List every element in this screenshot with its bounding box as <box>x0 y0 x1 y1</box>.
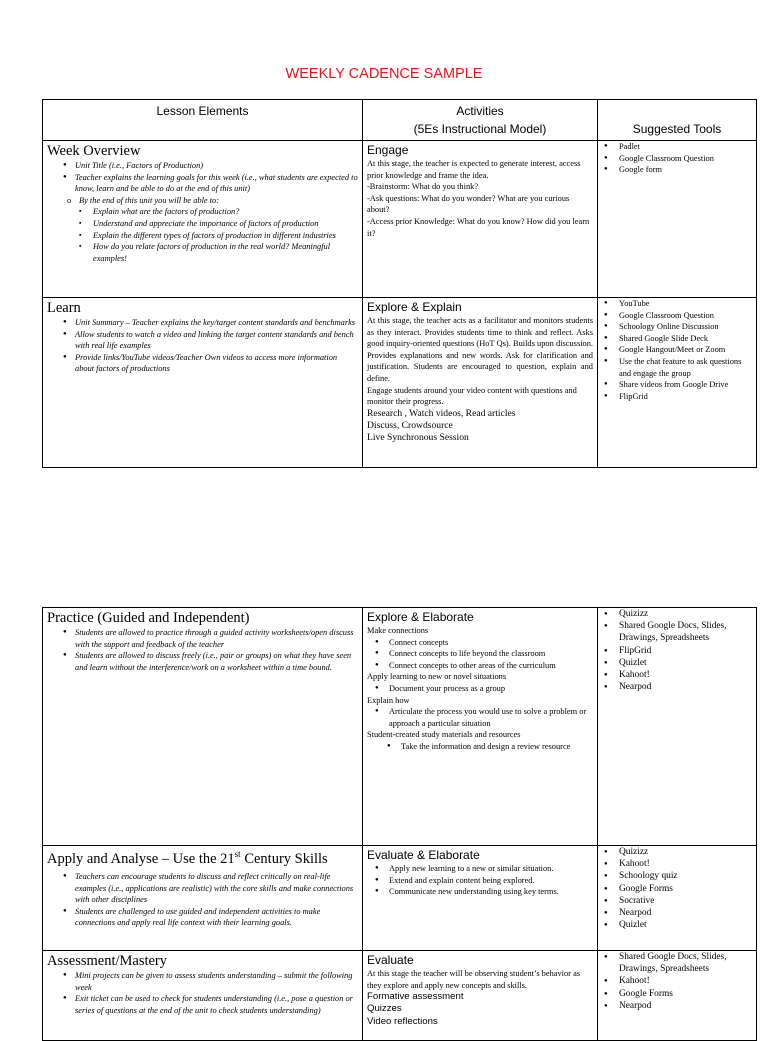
engage-line: -Ask questions: What do you wonder? What are you curious about? <box>367 193 570 215</box>
apply-cell <box>43 846 363 951</box>
engage-cell <box>363 141 598 298</box>
activity-line: Video reflections <box>367 1015 438 1027</box>
learn-heading: Learn <box>47 300 81 316</box>
week-overview-cell <box>43 141 363 298</box>
list-item: ▪ Explain what are the factors of production? <box>79 206 358 218</box>
activity-line: Student-created study materials and resources <box>367 730 521 740</box>
apply-tools-cell <box>598 846 757 951</box>
evaluate-cell <box>363 951 598 1041</box>
engage-line: -Access prior Knowledge: What do you know? How did you learn it? <box>367 216 590 238</box>
tool-item: ● Kahoot! <box>602 858 752 870</box>
activity-line: Research , Watch videos, Read articles <box>367 407 516 419</box>
list-item: o By the end of this unit you will be able to: <box>67 195 358 207</box>
explore-elaborate-heading: Explore & Elaborate <box>367 610 474 624</box>
activity-line: Formative assessment <box>367 991 464 1003</box>
activity-line: At this stage the teacher will be observing student’s behavior as they explore and apply new concepts and skills. <box>367 969 581 990</box>
learn-bullets <box>61 317 358 375</box>
activity-line: Explain how <box>367 695 410 705</box>
row-week-overview <box>43 141 757 298</box>
lesson-table-page2 <box>42 607 757 1041</box>
learn-tools <box>602 298 752 402</box>
list-item: ● Mini projects can be given to assess students understanding – submit the following week <box>61 970 358 993</box>
activity-bullets <box>367 637 593 672</box>
apply-heading <box>47 847 358 871</box>
tool-item: ● Google Forms <box>602 988 752 1000</box>
tool-item: ● Kahoot! <box>602 975 752 987</box>
list-item: ● Articulate the process you would use to solve a problem or approach a particular situation <box>375 706 593 729</box>
assessment-heading: Assessment/Mastery <box>47 953 168 969</box>
header-activities <box>363 100 598 141</box>
header-lesson-elements: Lesson Elements <box>43 100 363 141</box>
tool-item: ● Nearpod <box>602 1000 752 1012</box>
explore-explain-cell <box>363 298 598 468</box>
list-item: ● Connect concepts <box>375 637 593 649</box>
list-item: ● Extend and explain content being explored. <box>375 875 593 887</box>
tool-item: ● Share videos from Google Drive <box>602 379 752 391</box>
evaluate-elaborate-heading: Evaluate & Elaborate <box>367 848 480 862</box>
tool-item: ● Google Forms <box>602 883 752 895</box>
row-assessment <box>43 951 757 1041</box>
engage-line: At this stage, the teacher is expected to generate interest, access prior knowledge and frame the idea. <box>367 159 581 180</box>
week-overview-heading: Week Overview <box>47 143 141 159</box>
tool-item: ● Google form <box>602 164 752 176</box>
activity-bullets <box>367 741 593 753</box>
header-activities-line2: (5Es Instructional Model) <box>413 122 547 136</box>
apply-heading-a: Apply and Analyse – Use the 21 <box>47 851 235 867</box>
activity-line: Discuss, Crowdsource <box>367 419 453 431</box>
week-overview-tools <box>602 141 752 176</box>
tool-item: ● Nearpod <box>602 681 752 693</box>
practice-tools <box>602 608 752 693</box>
activity-line: Quizzes <box>367 1003 402 1015</box>
evaluate-elaborate-cell <box>363 846 598 951</box>
tool-item: ● Kahoot! <box>602 669 752 681</box>
document-title: WEEKLY CADENCE SAMPLE <box>285 66 483 82</box>
lesson-table-page1 <box>42 99 757 468</box>
tool-item: ● Google Classroom Question <box>602 310 752 322</box>
explore-elaborate-cell <box>363 608 598 846</box>
engage-line: -Brainstorm: What do you think? <box>367 182 479 192</box>
apply-tools <box>602 846 752 931</box>
list-item: ● Unit Title (i.e., Factors of Production) <box>61 160 358 172</box>
list-item: ● Connect concepts to life beyond the classroom <box>375 648 593 660</box>
list-item: ▪ Understand and appreciate the importance of factors of production <box>79 218 358 230</box>
apply-heading-b: Century Skills <box>240 851 328 867</box>
tool-item: ● Socrative <box>602 895 752 907</box>
assessment-cell <box>43 951 363 1041</box>
learn-cell <box>43 298 363 468</box>
list-item: ▪ How do you relate factors of production in the real world? Meaningful examples! <box>79 241 358 264</box>
week-overview-objectives <box>47 206 358 264</box>
row-practice <box>43 608 757 846</box>
list-item: ● Allow students to watch a video and linking the target content standards and bench with real life examples <box>61 329 358 352</box>
tool-item: ● Shared Google Docs, Slides, Drawings, Spreadsheets <box>602 951 752 975</box>
list-item: ● Teacher explains the learning goals for this week (i.e., what students are expected to know, learn and be able to do at the end of this unit) <box>61 172 358 195</box>
week-overview-sublist <box>47 195 358 207</box>
row-apply-analyse <box>43 846 757 951</box>
tool-item: ● Use the chat feature to ask questions and engage the group <box>602 356 752 379</box>
list-item: ● Teachers can encourage students to discuss and reflect critically on real-life examples (i.e., applications are realistic) with the core skills and make connections with other disciplines <box>61 871 358 906</box>
tool-item: ● YouTube <box>602 298 752 310</box>
tool-item: ● Quizizz <box>602 846 752 858</box>
tool-item: ● FlipGrid <box>602 391 752 403</box>
tool-item: ● Google Hangout/Meet or Zoom <box>602 344 752 356</box>
practice-bullets <box>61 627 358 673</box>
activity-bullets <box>367 683 593 695</box>
tool-item: ● Schoology quiz <box>602 870 752 882</box>
activity-line: Make connections <box>367 626 429 635</box>
header-activities-line1: Activities <box>456 104 504 118</box>
list-item: ● Students are challenged to use guided and independent activities to make connections and apply real life context with their learning goals. <box>61 906 358 929</box>
list-item: ● Communicate new understanding using key terms. <box>375 886 593 898</box>
evaluate-heading: Evaluate <box>367 953 414 967</box>
engage-heading: Engage <box>367 143 409 157</box>
tool-item: ● Quizizz <box>602 608 752 620</box>
apply-bullets <box>61 871 358 929</box>
explore-explain-heading: Explore & Explain <box>367 300 462 314</box>
tool-item: ● Quizlet <box>602 919 752 931</box>
list-item: ● Students are allowed to discuss freely (i.e., pair or groups) on what they have seen and learn without the interference/work on a worksheet within a time bound. <box>61 650 358 673</box>
list-item: ● Connect concepts to other areas of the curriculum <box>375 660 593 672</box>
practice-heading: Practice (Guided and Independent) <box>47 610 250 626</box>
activity-line: Live Synchronous Session <box>367 432 469 444</box>
activity-bullets <box>367 863 593 898</box>
list-item: ▪ Explain the different types of factors of production in different industries <box>79 230 358 242</box>
list-item: ● Apply new learning to a new or similar situation. <box>375 863 593 875</box>
list-item: ● Document your process as a group <box>375 683 593 695</box>
tool-item: ● FlipGrid <box>602 645 752 657</box>
tool-item: ● Shared Google Docs, Slides, Drawings, Spreadsheets <box>602 620 752 644</box>
list-item: ● Exit ticket can be used to check for students understanding (i.e., pose a question or series of questions at the end of the unit to check students understanding) <box>61 993 358 1016</box>
tool-item: ● Schoology Online Discussion <box>602 321 752 333</box>
assessment-tools <box>602 951 752 1012</box>
tool-item: ● Padlet <box>602 141 752 153</box>
tool-item: ● Quizlet <box>602 657 752 669</box>
assessment-tools-cell <box>598 951 757 1041</box>
list-item: ● Students are allowed to practice through a guided activity worksheets/open discuss with the support and feedback of the teacher <box>61 627 358 650</box>
tool-item: ● Google Classroom Question <box>602 153 752 165</box>
assessment-bullets <box>61 970 358 1016</box>
tool-item: ● Nearpod <box>602 907 752 919</box>
row-learn <box>43 298 757 468</box>
list-item: ● Provide links/YouTube videos/Teacher Own videos to access more information about factors of productions <box>61 352 358 375</box>
activity-bullets <box>367 706 593 729</box>
activity-line: At this stage, the teacher acts as a facilitator and monitors students as they interact. Provides students time to think and reflect. Asks good inquiry-oriented questions (HoT Qs). Builds upon discussion. Provides explanations and new words. Ask for clarification and justification. Students are encouraged to question, explain and define. <box>367 316 593 383</box>
activity-line: Engage students around your video content with questions and monitor their progress. <box>367 385 577 407</box>
practice-tools-cell <box>598 608 757 846</box>
learn-tools-cell <box>598 298 757 468</box>
list-item: ● Unit Summary – Teacher explains the key/target content standards and benchmarks <box>61 317 358 329</box>
activity-line: Apply learning to new or novel situations <box>367 672 507 682</box>
tool-item: ● Shared Google Slide Deck <box>602 333 752 345</box>
apply-heading-sup: st <box>234 849 241 860</box>
header-suggested-tools: Suggested Tools <box>598 100 757 141</box>
week-overview-bullets <box>61 160 358 195</box>
list-item: ● Take the information and design a review resource <box>387 741 593 753</box>
practice-cell <box>43 608 363 846</box>
week-overview-tools-cell <box>598 141 757 298</box>
